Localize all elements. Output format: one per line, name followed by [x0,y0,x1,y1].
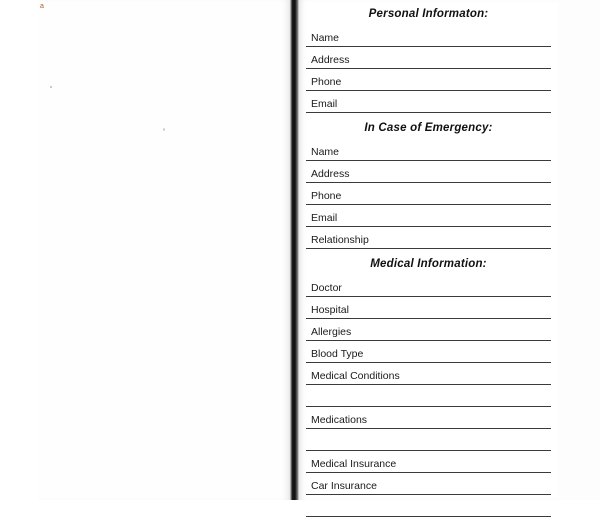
section-title-personal: Personal Informaton: [368,8,489,20]
field-medical-hospital[interactable] [306,297,551,319]
field-label: Address [311,54,350,66]
field-medications-continued[interactable] [306,429,551,451]
field-emergency-email[interactable] [306,205,551,227]
field-label: Phone [311,76,342,88]
form-page [299,0,558,500]
scan-right-margin [558,0,600,500]
field-label: Name [311,32,340,44]
field-personal-name[interactable] [306,25,551,47]
left-blank-page [38,0,290,500]
field-label: Email [311,98,338,110]
page-corner-mark: a [40,3,44,10]
section-title-emergency: In Case of Emergency: [364,122,493,134]
field-car-insurance[interactable] [306,473,551,495]
field-label: Allergies [311,326,352,338]
form-content [306,0,551,517]
field-label: Medications [311,414,368,426]
spacer [306,0,551,8]
field-personal-address[interactable] [306,47,551,69]
field-label: Hospital [311,304,349,316]
field-medical-allergies[interactable] [306,319,551,341]
field-label: Car Insurance [311,480,377,492]
paper-speck [163,128,165,131]
field-emergency-phone[interactable] [306,183,551,205]
field-label: Phone [311,190,342,202]
field-emergency-name[interactable] [306,139,551,161]
field-medical-insurance[interactable] [306,451,551,473]
field-emergency-relationship[interactable] [306,227,551,249]
field-label: Relationship [311,234,369,246]
field-label: Name [311,146,340,158]
field-emergency-address[interactable] [306,161,551,183]
field-label: Medical Insurance [311,458,397,470]
book-gutter [290,0,299,500]
field-car-insurance-continued[interactable] [306,495,551,517]
field-personal-email[interactable] [306,91,551,113]
field-label: Blood Type [311,348,364,360]
field-medications[interactable] [306,407,551,429]
paper-speck [50,86,52,88]
field-medical-doctor[interactable] [306,275,551,297]
scan-left-margin [0,0,38,500]
section-title-medical: Medical Information: [370,258,487,270]
field-label: Address [311,168,350,180]
field-label: Medical Conditions [311,370,400,382]
field-medical-blood-type[interactable] [306,341,551,363]
field-personal-phone[interactable] [306,69,551,91]
field-medical-conditions-continued[interactable] [306,385,551,407]
spacer [306,113,551,122]
field-label: Email [311,212,338,224]
field-label: Doctor [311,282,342,294]
spacer [306,249,551,258]
field-medical-conditions[interactable] [306,363,551,385]
